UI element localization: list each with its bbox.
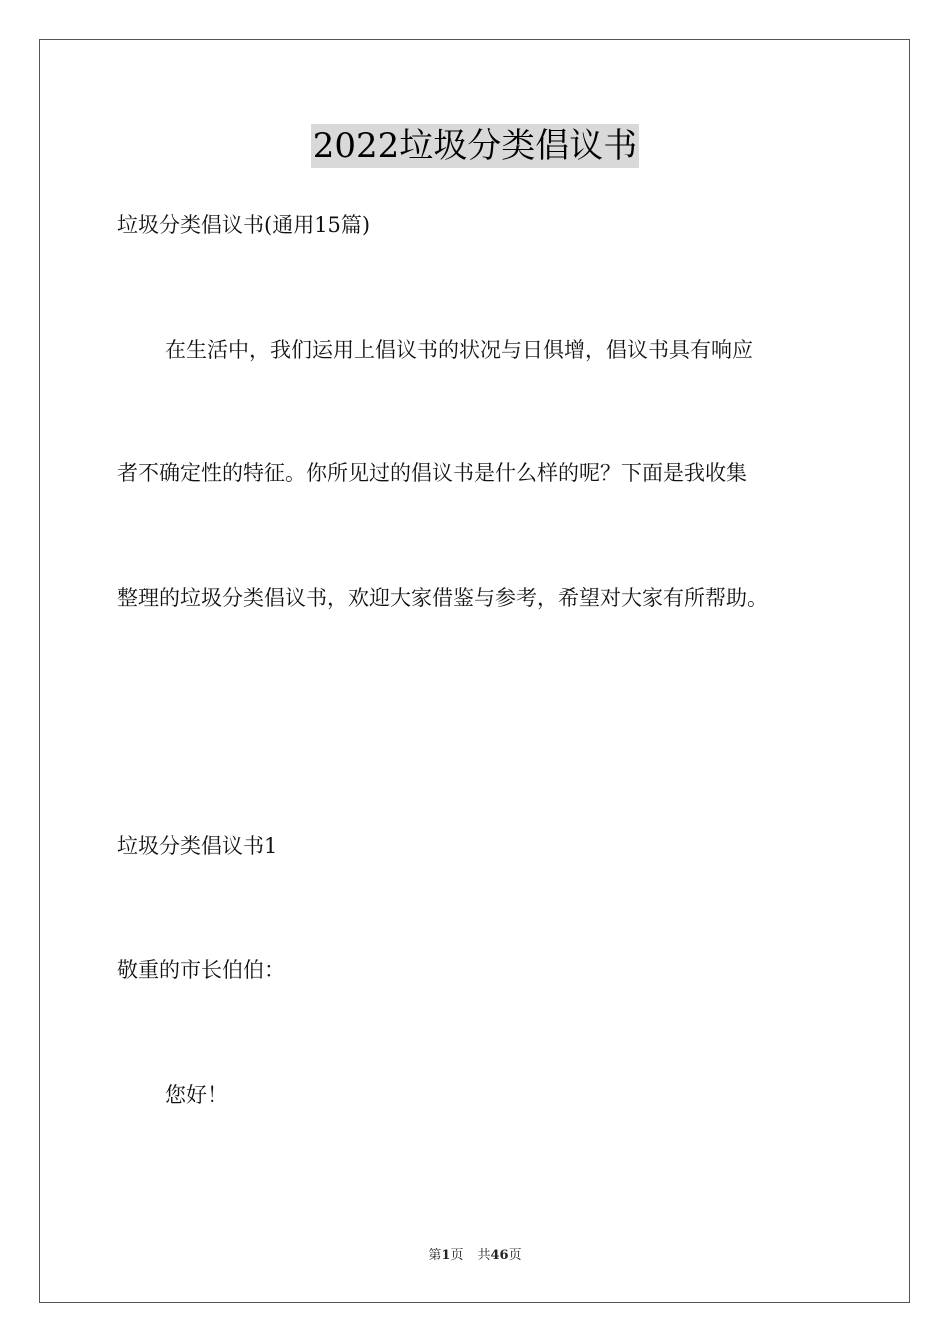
greeting: 您好！	[165, 1083, 228, 1107]
total-prefix: 共	[477, 1248, 491, 1263]
section-heading: 垃圾分类倡议书1	[117, 834, 278, 858]
title-container	[0, 124, 950, 168]
page-number: 1	[441, 1248, 451, 1263]
salutation: 敬重的市长伯伯：	[117, 958, 285, 982]
page-footer	[0, 1247, 950, 1265]
total-suffix: 页	[508, 1248, 522, 1263]
intro-line-3: 整理的垃圾分类倡议书，欢迎大家借鉴与参考，希望对大家有所帮助。	[117, 586, 768, 610]
intro-line-1: 在生活中，我们运用上倡议书的状况与日俱增，倡议书具有响应	[165, 338, 753, 362]
page-suffix: 页	[450, 1248, 464, 1263]
intro-line-2: 者不确定性的特征。你所见过的倡议书是什么样的呢？下面是我收集	[117, 461, 747, 485]
total-pages: 46	[490, 1248, 509, 1263]
document-title: 2022垃圾分类倡议书	[312, 126, 638, 166]
document-subtitle: 垃圾分类倡议书(通用15篇)	[117, 213, 371, 237]
page-prefix: 第	[428, 1248, 442, 1263]
